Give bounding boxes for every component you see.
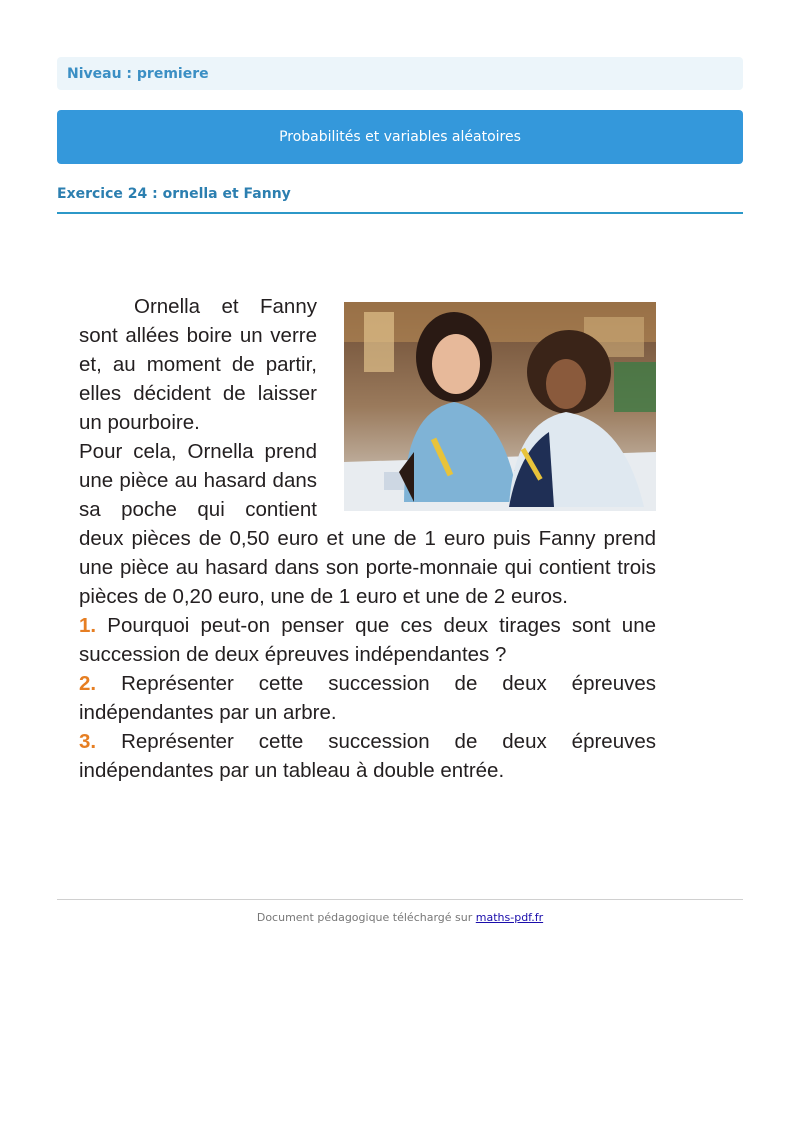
question-2 [79, 669, 656, 727]
question-3-number: 3. [79, 730, 97, 753]
students-photo [344, 302, 656, 511]
level-box [57, 57, 743, 90]
intro-paragraph-2: Pour cela, Ornella prend une pièce au hasard dans sa poche qui contient deux pièces de 0,50 euro et une de 1 euro puis Fanny prend une pièce au hasard dans son porte-monnaie qui contient trois pièces de 0,20 euro, une de 1 euro et une de 2 euros. [79, 440, 656, 608]
intro-paragraph-1: Ornella et Fanny sont allées boire un verre et, au moment de partir, elles décident de laisser un pourboire. [79, 295, 317, 434]
question-3-text: Représenter cette succession de deux épreuves indépendantes par un tableau à double entrée. [79, 730, 657, 782]
question-2-number: 2. [79, 672, 97, 695]
footer-divider [57, 899, 743, 900]
question-1-text: Pourquoi peut-on penser que ces deux tirages sont une succession de deux épreuves indépendantes ? [79, 614, 657, 666]
question-3 [79, 727, 656, 785]
footer [57, 911, 743, 924]
topic-banner [57, 110, 743, 164]
question-1-number: 1. [79, 614, 97, 637]
exercise-body [79, 292, 656, 785]
topic-title: Probabilités et variables aléatoires [279, 129, 521, 145]
question-1 [79, 611, 656, 669]
exercise-title: Exercice 24 : ornella et Fanny [57, 186, 291, 202]
level-label: Niveau : premiere [67, 65, 209, 82]
footer-link[interactable]: maths-pdf.fr [475, 911, 544, 924]
footer-text: Document pédagogique téléchargé sur [256, 911, 473, 924]
exercise-title-divider [57, 212, 743, 214]
question-2-text: Représenter cette succession de deux épreuves indépendantes par un arbre. [79, 672, 657, 724]
